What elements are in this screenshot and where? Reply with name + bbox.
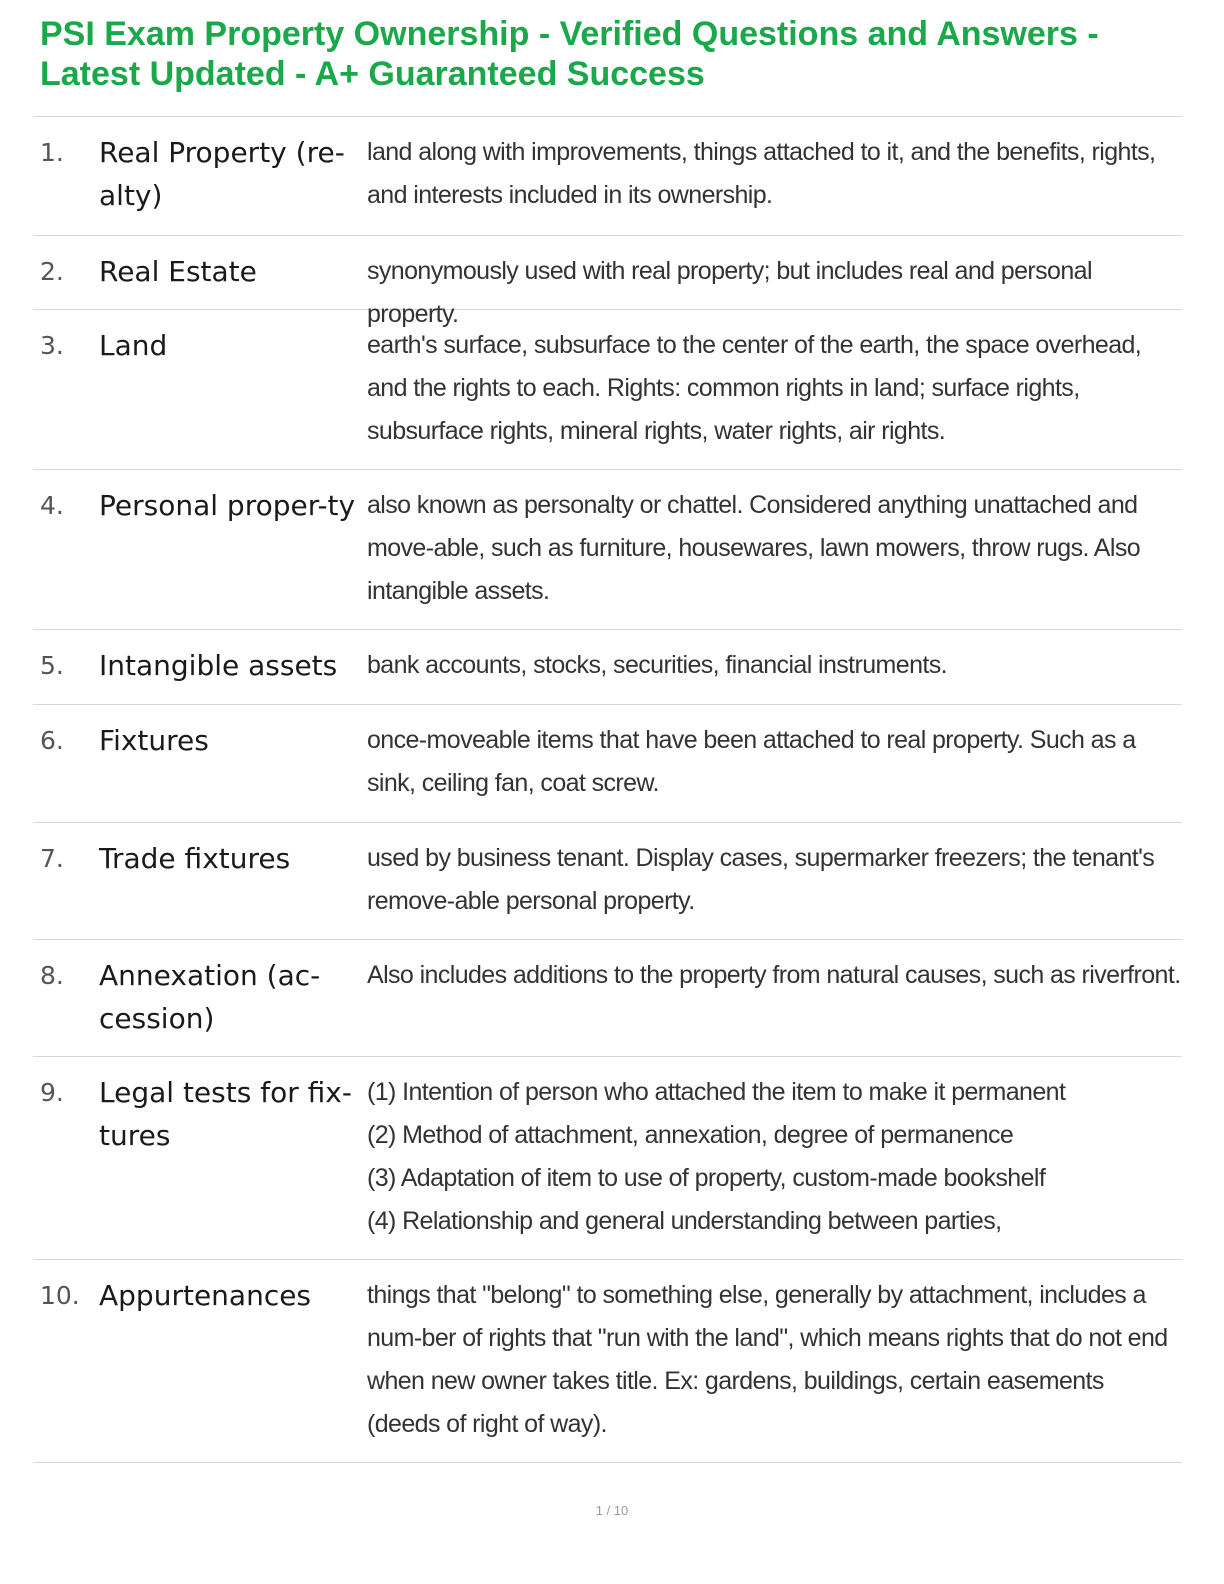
row-number: 7. xyxy=(40,844,64,873)
flashcard-list xyxy=(33,116,1182,1463)
term: Real Property (re-alty) xyxy=(99,136,345,212)
definition-line: also known as personalty or chattel. Considered anything unattached and move-able, such as furniture, housewares, lawn mowers, throw rugs. Also intangible assets. xyxy=(367,491,1141,605)
definition xyxy=(367,324,1182,469)
row-number: 5. xyxy=(40,651,64,680)
row-number: 9. xyxy=(40,1078,64,1107)
row-number: 4. xyxy=(40,491,64,520)
row-number: 6. xyxy=(40,726,64,755)
definition-line: land along with improvements, things attached to it, and the benefits, rights, and interests included in its ownership. xyxy=(367,138,1156,209)
flashcard-row xyxy=(33,117,1182,236)
flashcard-row xyxy=(33,705,1182,823)
definition xyxy=(367,719,1182,822)
definition-line: (4) Relationship and general understanding between parties, xyxy=(367,1207,1002,1235)
definition-line: (2) Method of attachment, annexation, degree of permanence xyxy=(367,1121,1014,1149)
row-number: 3. xyxy=(40,331,64,360)
definition-line: (1) Intention of person who attached the item to make it permanent xyxy=(367,1078,1066,1106)
definition xyxy=(367,954,1182,1056)
flashcard-row xyxy=(33,823,1182,940)
term: Trade fixtures xyxy=(99,842,291,875)
definition xyxy=(367,131,1182,235)
definition-line: synonymously used with real property; but includes real and personal property. xyxy=(367,257,1092,328)
definition xyxy=(367,1071,1182,1259)
row-number: 10. xyxy=(40,1281,80,1310)
definition-line: (3) Adaptation of item to use of property, custom-made bookshelf xyxy=(367,1164,1046,1192)
term: Intangible assets xyxy=(99,649,338,682)
row-number: 8. xyxy=(40,961,64,990)
definition-line: bank accounts, stocks, securities, financial instruments. xyxy=(367,651,947,679)
term: Real Estate xyxy=(99,255,257,288)
row-number: 1. xyxy=(40,138,64,167)
term: Land xyxy=(99,329,168,362)
definition-line: used by business tenant. Display cases, supermarker freezers; the tenant's remove-able personal property. xyxy=(367,844,1155,915)
term: Personal proper-ty xyxy=(99,489,356,522)
flashcard-row xyxy=(33,236,1182,328)
definition-line: earth's surface, subsurface to the center of the earth, the space overhead, and the rights to each. Rights: common rights in land; surface rights, subsurface rights, mineral rights, water rights, air rights. xyxy=(367,331,1142,445)
page-indicator: 1 / 10 xyxy=(595,1503,629,1518)
definition xyxy=(367,644,1182,704)
flashcard-row xyxy=(33,1057,1182,1260)
flashcard-row xyxy=(33,630,1182,705)
definition xyxy=(367,250,1182,328)
definition xyxy=(367,1274,1182,1462)
definition-line: Also includes additions to the property from natural causes, such as riverfront. xyxy=(367,961,1181,989)
flashcard-row xyxy=(33,470,1182,630)
term: Annexation (ac-cession) xyxy=(99,959,321,1035)
definition xyxy=(367,837,1182,939)
flashcard-row xyxy=(33,310,1182,470)
term: Appurtenances xyxy=(99,1279,312,1312)
definition xyxy=(367,484,1182,629)
term: Fixtures xyxy=(99,724,209,757)
document-title: PSI Exam Property Ownership - Verified Questions and Answers - Latest Updated - A+ Guaranteed Success xyxy=(40,15,1099,93)
term: Legal tests for fix-tures xyxy=(99,1076,352,1152)
definition-line: things that "belong" to something else, generally by attachment, includes a num-ber of rights that "run with the land", which means rights that do not end when new owner takes title. Ex: gardens, buildings, certain easements (deeds of right of way). xyxy=(367,1281,1168,1438)
flashcard-row xyxy=(33,940,1182,1057)
row-number: 2. xyxy=(40,257,64,286)
flashcard-row xyxy=(33,1260,1182,1463)
definition-line: once-moveable items that have been attached to real property. Such as a sink, ceiling fan, coat screw. xyxy=(367,726,1136,797)
